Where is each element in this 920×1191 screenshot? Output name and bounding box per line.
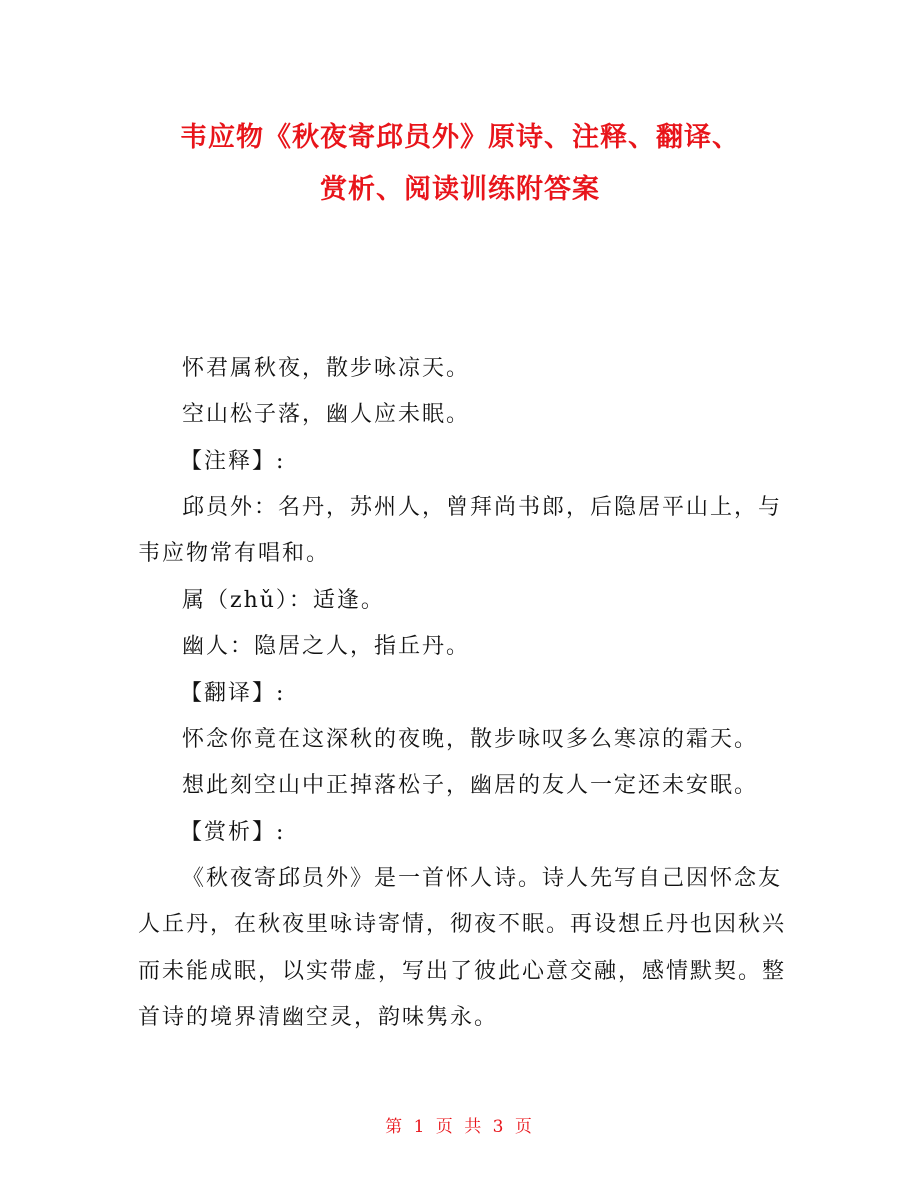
appreciation-line-1: 《秋夜寄邱员外》是一首怀人诗。诗人先写自己因怀念友 bbox=[182, 866, 783, 891]
annotation-heading: 【注释】: bbox=[180, 449, 286, 474]
appreciation-line-4: 首诗的境界清幽空灵，韵味隽永。 bbox=[138, 1005, 499, 1030]
annotation-zhu: 属（zhǔ）：适逢。 bbox=[182, 588, 385, 613]
annotation-youren: 幽人：隐居之人，指丘丹。 bbox=[182, 634, 471, 659]
poem-line-1: 怀君属秋夜，散步咏凉天。 bbox=[182, 356, 471, 381]
annotation-qiu-yuanwai: 邱员外：名丹，苏州人，曾拜尚书郎，后隐居平山上，与 bbox=[182, 495, 783, 520]
translation-line-2: 想此刻空山中正掉落松子，幽居的友人一定还未安眠。 bbox=[182, 773, 759, 798]
appreciation-line-3: 而未能成眠，以实带虚，写出了彼此心意交融，感情默契。整 bbox=[138, 959, 787, 984]
appreciation-line-2: 人丘丹，在秋夜里咏诗寄情，彻夜不眠。再设想丘丹也因秋兴 bbox=[138, 912, 787, 937]
translation-heading: 【翻译】: bbox=[180, 681, 286, 706]
translation-line-1: 怀念你竟在这深秋的夜晚，散步咏叹多么寒凉的霜天。 bbox=[182, 727, 759, 752]
appreciation-heading: 【赏析】: bbox=[180, 820, 286, 845]
poem-line-2: 空山松子落，幽人应未眠。 bbox=[182, 402, 471, 427]
page-number-footer: 第 1 页 共 3 页 bbox=[385, 1117, 535, 1137]
annotation-qiu-yuanwai-cont: 韦应物常有唱和。 bbox=[138, 541, 331, 566]
document-title-line-1: 韦应物《秋夜寄邱员外》原诗、注释、翻译、 bbox=[180, 122, 740, 153]
document-title-line-2: 赏析、阅读训练附答案 bbox=[320, 174, 600, 205]
